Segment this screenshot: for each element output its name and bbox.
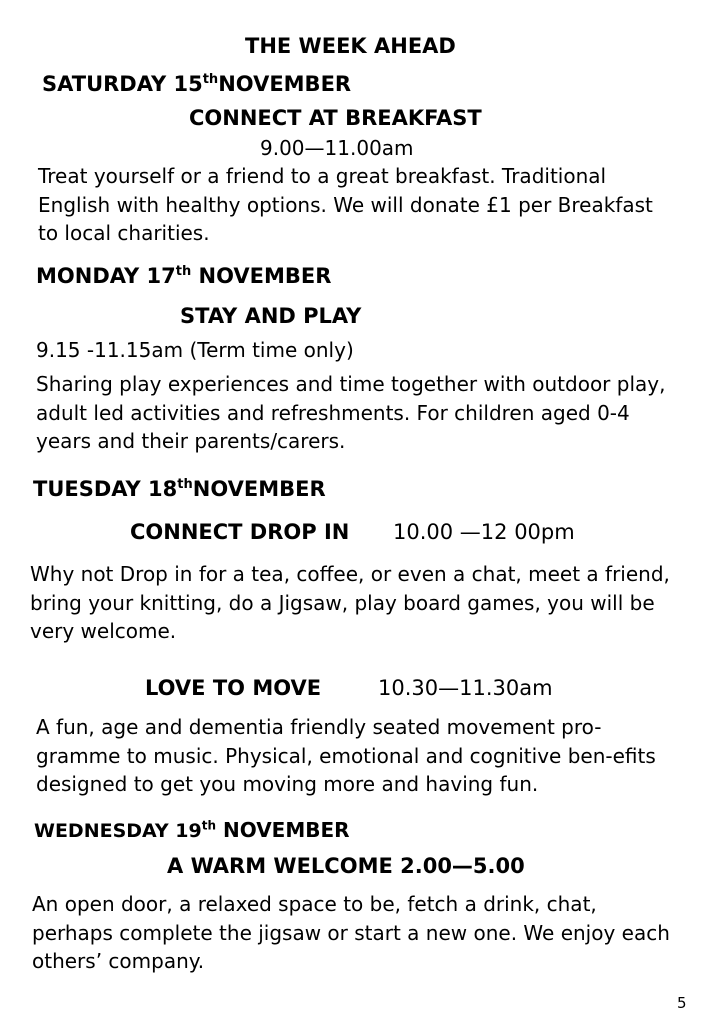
month-label: NOVEMBER [218,72,352,96]
event-description-breakfast: Treat yourself or a friend to a great breakfast. Traditional English with healthy options. We will donate £1 per Breakfast to local charities. [38,164,653,245]
event-title-connect-drop-in: CONNECT DROP IN [130,520,350,544]
month-label: NOVEMBER [192,477,326,501]
day-label: MONDAY 17 [36,264,176,288]
ordinal-suffix: th [177,477,193,492]
event-description-love-to-move: A fun, age and dementia friendly seated movement pro-gramme to music. Physical, emotional and cognitive ben-efits designed to get you moving more and having fun. [36,715,656,796]
event-description-stay-and-play: Sharing play experiences and time together with outdoor play, adult led activities and refreshments. For children aged 0-4 years and their parents/carers. [36,372,666,453]
event-title-breakfast: CONNECT AT BREAKFAST [189,106,482,130]
day-heading-saturday [42,72,351,96]
day-label: SATURDAY 15 [42,72,203,96]
event-time-love-to-move: 10.30—11.30am [378,676,553,700]
day-heading-tuesday [33,477,326,501]
event-title-stay-and-play: STAY AND PLAY [180,304,362,328]
event-title-love-to-move: LOVE TO MOVE [145,676,322,700]
event-time-connect-drop-in: 10.00 —12 00pm [393,520,575,544]
event-time-stay-and-play: 9.15 -11.15am (Term time only) [36,338,354,362]
ordinal-suffix: th [201,818,217,833]
month-label: NOVEMBER [191,264,332,288]
event-title-warm-welcome: A WARM WELCOME 2.00—5.00 [167,854,525,878]
event-description-connect-drop-in: Why not Drop in for a tea, coffee, or even a chat, meet a friend, bring your knitting, do a Jigsaw, play board games, you will be very welcome. [30,562,670,643]
month-label: NOVEMBER [216,818,350,842]
ordinal-suffix: th [202,72,219,87]
day-heading-monday [36,264,331,288]
event-time-breakfast: 9.00—11.00am [260,136,414,160]
page-number: 5 [677,994,687,1012]
event-description-warm-welcome: An open door, a relaxed space to be, fetch a drink, chat, perhaps complete the jigsaw or start a new one. We enjoy each others’ company. [32,892,670,973]
day-heading-wednesday [34,818,350,842]
day-label: WEDNESDAY 19 [34,820,202,842]
ordinal-suffix: th [175,264,192,279]
day-label: TUESDAY 18 [33,477,178,501]
page-title: THE WEEK AHEAD [245,34,456,58]
